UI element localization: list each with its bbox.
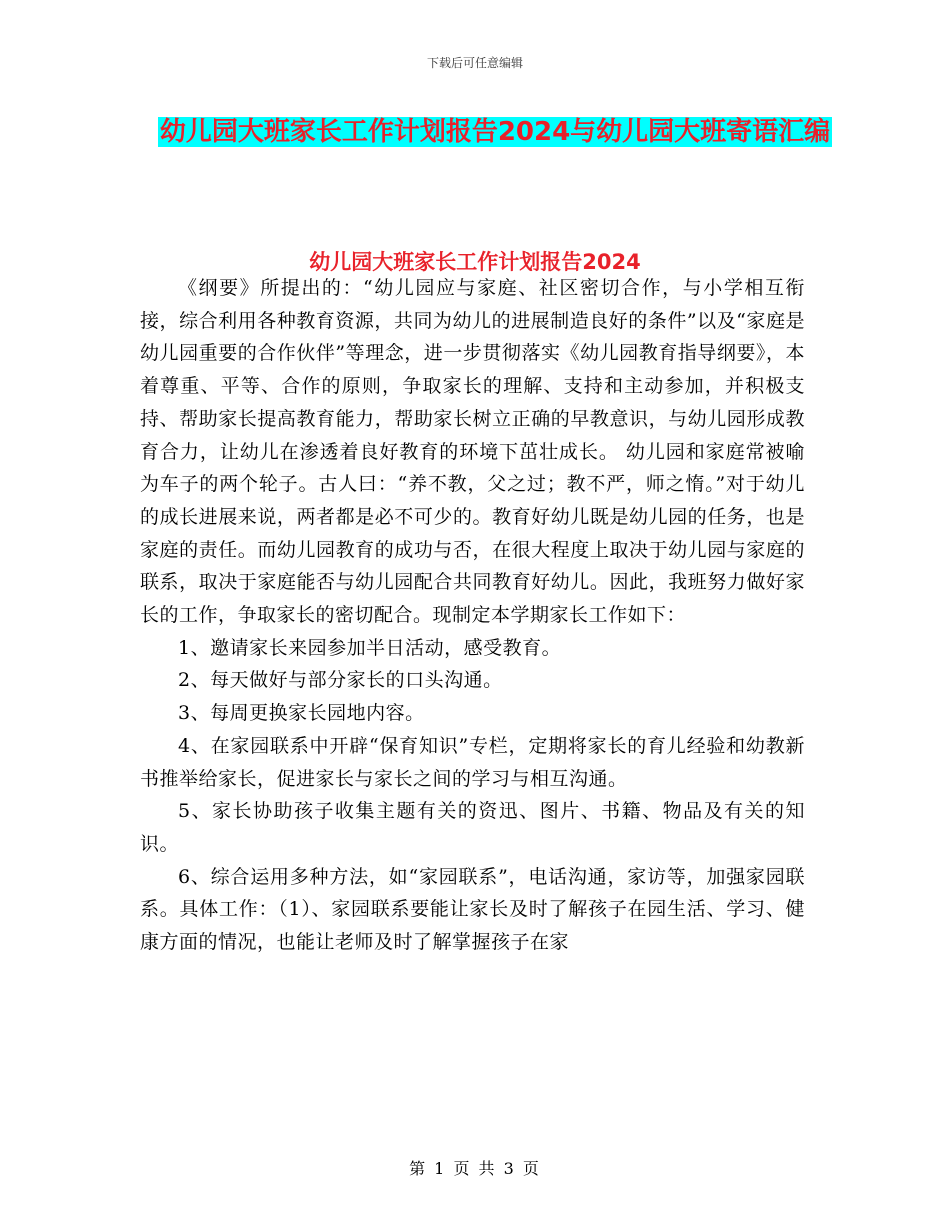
body-paragraph: 4、在家园联系中开辟“保育知识”专栏，定期将家长的育儿经验和幼教新书推举给家长，促进家长与家长之间的学习与相互沟通。: [140, 734, 805, 790]
body-paragraph: 5、家长协助孩子收集主题有关的资迅、图片、书籍、物品及有关的知识。: [140, 800, 805, 855]
body-paragraph: 2、每天做好与部分家长的口头沟通。: [178, 669, 503, 692]
body-paragraph: 《纲要》所提出的：“幼儿园应与家庭、社区密切合作，与小学相互衔接，综合利用各种教育资源，共同为幼儿的进展制造良好的条件”以及“家庭是幼儿园重要的合作伙伴”等理念，进一步贯彻落实《幼儿园教育指导纲要》，本着尊重、平等、合作的原则，争取家长的理解、支持和主动参加，并积极支持、帮助家长提高教育能力，帮助家长树立正确的早教意识，与幼儿园形成教育合力，让幼儿在渗透着良好教育的环境下茁壮成长。 幼儿园和家庭常被喻为车子的两个轮子。古人曰：“养不教，父之过；教不严，师之惰。”对于幼儿的成长进展来说，两者都是必不可少的。教育好幼儿既是幼儿园的任务，也是家庭的责任。而幼儿园教育的成功与否，在很大程度上取决于幼儿园与家庭的联系，取决于家庭能否与幼儿园配合共同教育好幼儿。因此，我班努力做好家长的工作，争取家长的密切配合。现制定本学期家长工作如下：: [140, 277, 805, 627]
document-main-title: [150, 110, 840, 154]
main-title-highlight: 幼儿园大班家长工作计划报告2024与幼儿园大班寄语汇编: [159, 117, 831, 147]
body-paragraph: 3、每周更换家长园地内容。: [178, 702, 425, 725]
document-body: [140, 272, 805, 959]
page-footer-number: 第 1 页 共 3 页: [409, 1159, 541, 1178]
body-paragraph: 1、邀请家长来园参加半日活动，感受教育。: [178, 636, 562, 659]
section-title: 幼儿园大班家长工作计划报告2024: [309, 250, 641, 274]
body-paragraph: 6、综合运用多种方法，如“家园联系”，电话沟通，家访等，加强家园联系。具体工作：（1）、家园联系要能让家长及时了解孩子在园生活、学习、健康方面的情况，也能让老师及时了解掌握孩子在家: [140, 865, 805, 954]
page-header-note: 下载后可任意编辑: [426, 56, 523, 70]
